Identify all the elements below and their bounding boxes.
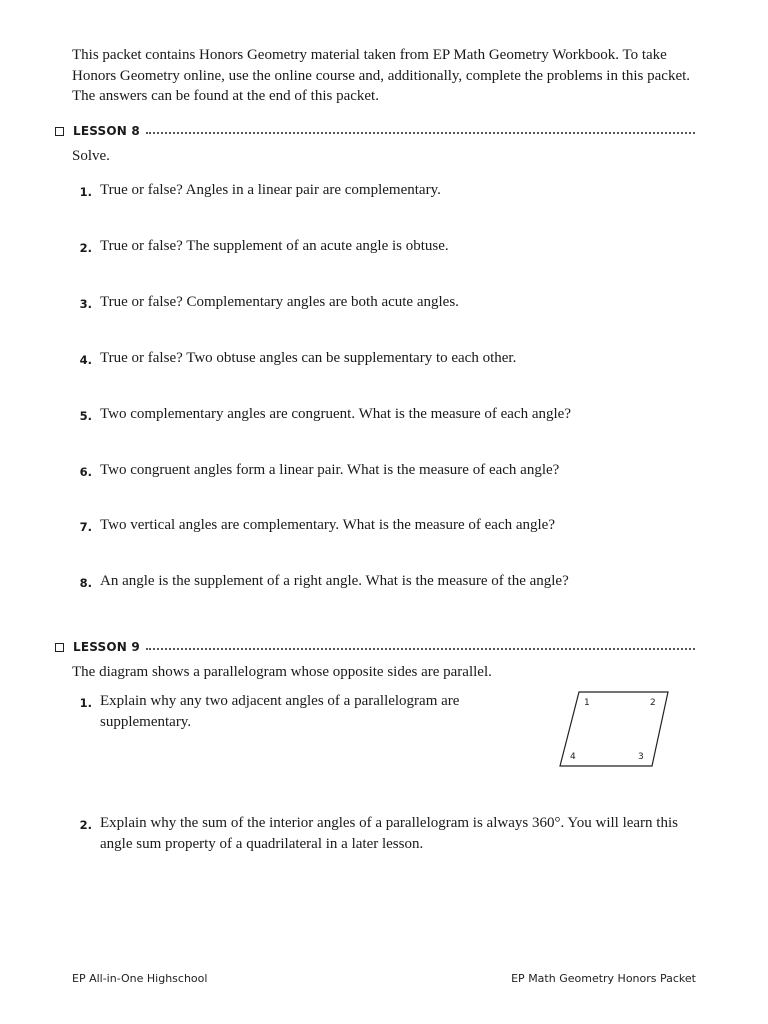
problem-number: 3. bbox=[79, 297, 92, 311]
intro-paragraph: This packet contains Honors Geometry material taken from EP Math Geometry Workbook. To take Honors Geometry online, use the online course and, additionally, complete the problems in this packet. The answers can be found at the end of this packet. bbox=[72, 47, 691, 104]
lesson-9-header bbox=[55, 639, 695, 655]
problem-number: 2. bbox=[79, 241, 92, 255]
parallelogram-diagram bbox=[556, 688, 672, 770]
lesson-8-problem-3 bbox=[72, 292, 459, 315]
lesson-8-checkbox[interactable] bbox=[55, 127, 64, 136]
angle-label-3: 3 bbox=[638, 752, 644, 762]
lesson-8-header bbox=[55, 123, 695, 139]
lesson-8-problem-6 bbox=[72, 460, 559, 483]
problem-text: An angle is the supplement of a right angle. What is the measure of the angle? bbox=[100, 573, 569, 589]
problem-number: 8. bbox=[79, 576, 92, 590]
lesson-8-title: LESSON 8 bbox=[73, 124, 140, 138]
problem-text: Explain why any two adjacent angles of a parallelogram are supplementary. bbox=[100, 693, 460, 730]
lesson-8-problem-4 bbox=[72, 348, 516, 371]
problem-number: 4. bbox=[79, 353, 92, 367]
problem-text: True or false? Complementary angles are both acute angles. bbox=[100, 294, 459, 310]
angle-label-2: 2 bbox=[650, 698, 656, 708]
lesson-8-problem-5 bbox=[72, 404, 571, 427]
lesson-8-instruction: Solve. bbox=[72, 148, 110, 164]
lesson-8-problem-1 bbox=[72, 180, 441, 203]
problem-text: True or false? The supplement of an acute angle is obtuse. bbox=[100, 238, 449, 254]
footer-right: EP Math Geometry Honors Packet bbox=[511, 972, 696, 985]
lesson-9-title: LESSON 9 bbox=[73, 640, 140, 654]
problem-text: Two congruent angles form a linear pair. What is the measure of each angle? bbox=[100, 462, 560, 478]
problem-text: Two vertical angles are complementary. What is the measure of each angle? bbox=[100, 517, 555, 533]
lesson-8-problem-7 bbox=[72, 515, 555, 538]
angle-label-4: 4 bbox=[570, 752, 576, 762]
problem-text: Explain why the sum of the interior angles of a parallelogram is always 360°. You will learn this angle sum property of a quadrilateral in a later lesson. bbox=[100, 815, 678, 852]
problem-number: 1. bbox=[79, 185, 92, 199]
footer-left: EP All-in-One Highschool bbox=[72, 972, 208, 985]
dotted-leader bbox=[146, 648, 695, 650]
problem-number: 6. bbox=[79, 465, 92, 479]
dotted-leader bbox=[146, 132, 695, 134]
lesson-8-problem-2 bbox=[72, 236, 449, 259]
lesson-9-problem-1 bbox=[72, 691, 492, 732]
lesson-8-problem-8 bbox=[72, 571, 569, 594]
problem-number: 7. bbox=[79, 520, 92, 534]
problem-number: 5. bbox=[79, 409, 92, 423]
problem-text: True or false? Two obtuse angles can be supplementary to each other. bbox=[100, 350, 517, 366]
problem-text: Two complementary angles are congruent. What is the measure of each angle? bbox=[100, 406, 571, 422]
problem-number: 1. bbox=[79, 696, 92, 710]
angle-label-1: 1 bbox=[584, 698, 590, 708]
lesson-9-instruction: The diagram shows a parallelogram whose opposite sides are parallel. bbox=[72, 664, 492, 680]
problem-number: 2. bbox=[79, 818, 92, 832]
problem-text: True or false? Angles in a linear pair are complementary. bbox=[100, 182, 441, 198]
lesson-9-checkbox[interactable] bbox=[55, 643, 64, 652]
lesson-9-problem-2 bbox=[72, 813, 692, 854]
